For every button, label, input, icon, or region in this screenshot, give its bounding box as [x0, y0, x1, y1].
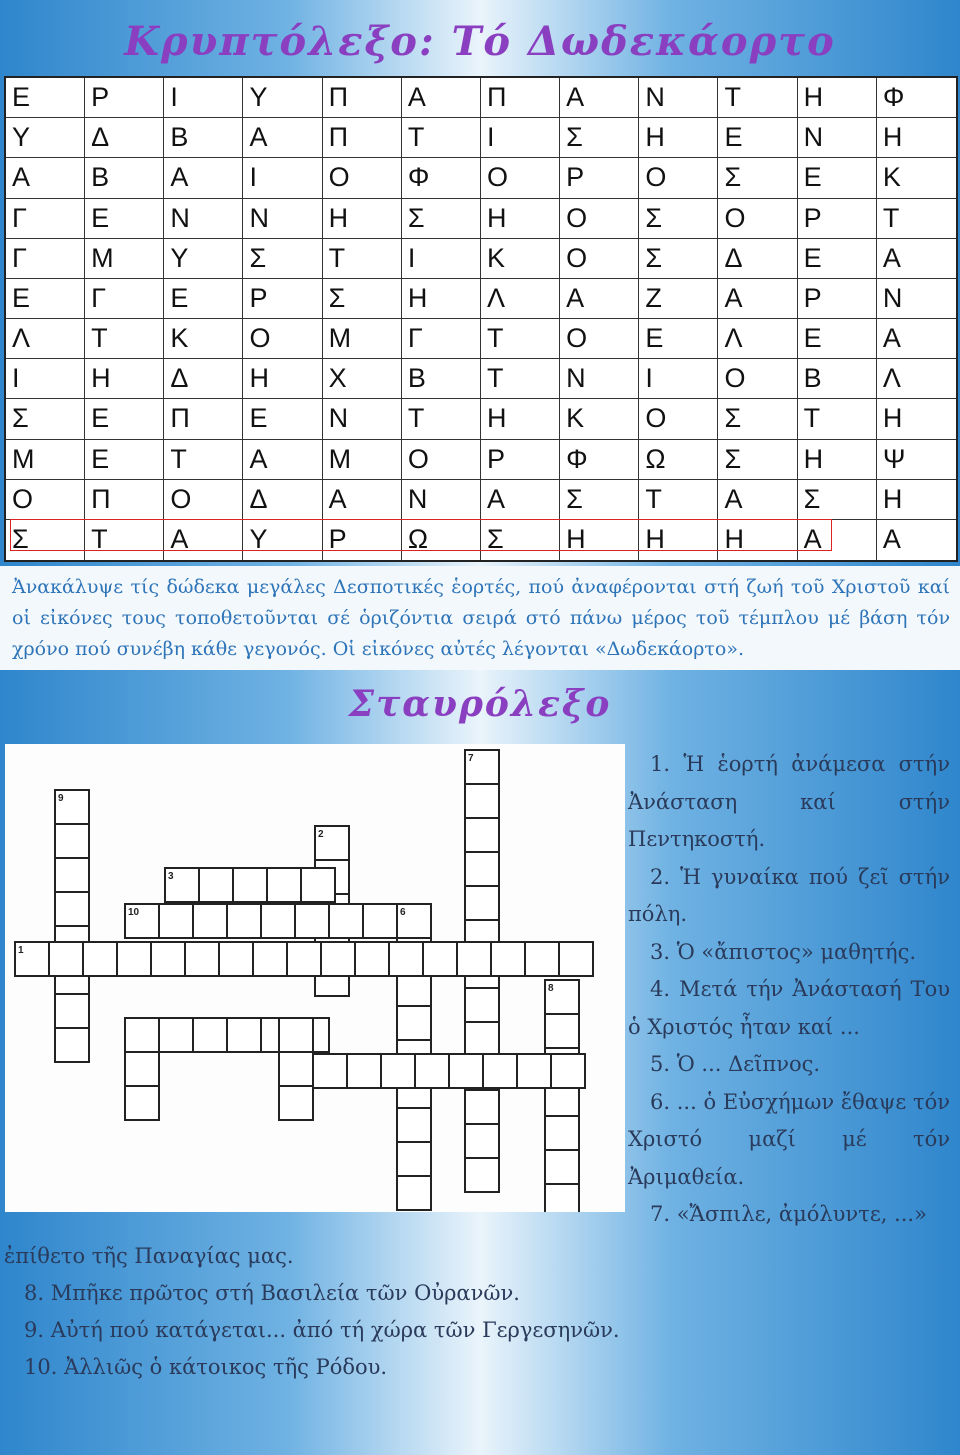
grid-cell: Σ — [481, 520, 560, 560]
crossword-cell — [193, 904, 227, 938]
grid-cell: Β — [402, 359, 481, 399]
grid-cell: Ψ — [877, 440, 956, 480]
grid-cell: Υ — [164, 239, 243, 279]
grid-cell: Τ — [402, 399, 481, 439]
grid-cell: Σ — [639, 239, 718, 279]
crossword-cell — [491, 942, 525, 976]
grid-cell: Α — [481, 480, 560, 520]
grid-cell: Σ — [718, 158, 797, 198]
grid-cell: Α — [164, 520, 243, 560]
crossword-cell — [415, 1054, 449, 1088]
grid-cell: Τ — [481, 319, 560, 359]
grid-cell: Ι — [164, 78, 243, 118]
crossword-cell — [159, 1018, 193, 1052]
clue-number: 3 — [168, 871, 174, 882]
grid-cell: Ε — [6, 279, 85, 319]
crossword-cell — [355, 942, 389, 976]
clues-list-bottom — [4, 1238, 704, 1386]
crossword-cell — [397, 1176, 431, 1210]
grid-cell: Σ — [323, 279, 402, 319]
crossword-cell — [483, 1054, 517, 1088]
crossword-cell — [279, 1086, 313, 1120]
crossword-cell — [347, 1054, 381, 1088]
grid-cell: Ο — [560, 239, 639, 279]
crossword-cell — [559, 942, 593, 976]
crossword-cell — [125, 1052, 159, 1086]
grid-cell: Α — [243, 440, 322, 480]
crossword-cell — [199, 868, 233, 902]
grid-cell: Ρ — [798, 279, 877, 319]
crossword-cell — [465, 852, 499, 886]
grid-cell: Σ — [718, 440, 797, 480]
grid-cell: Δ — [718, 239, 797, 279]
grid-cell: Ι — [481, 118, 560, 158]
grid-cell: Ε — [243, 399, 322, 439]
clue-number: 10 — [128, 907, 140, 918]
grid-cell: Ο — [560, 199, 639, 239]
clue-8: 8. Μπῆκε πρῶτος στή Βασιλεία τῶν Οὐρανῶν. — [24, 1281, 520, 1305]
grid-cell: Μ — [323, 440, 402, 480]
crossword-cell — [397, 972, 431, 1006]
grid-cell: Λ — [481, 279, 560, 319]
grid-cell: Ο — [639, 158, 718, 198]
grid-cell: Ε — [6, 78, 85, 118]
grid-cell: Δ — [164, 359, 243, 399]
grid-cell: Δ — [85, 118, 164, 158]
grid-cell: Γ — [402, 319, 481, 359]
grid-cell: Π — [481, 78, 560, 118]
grid-cell: Β — [85, 158, 164, 198]
crossword-cell — [517, 1054, 551, 1088]
grid-cell: Λ — [6, 319, 85, 359]
crossword-cell — [551, 1054, 585, 1088]
grid-cell: Κ — [877, 158, 956, 198]
instructions-text: Ἀνακάλυψε τίς δώδεκα μεγάλες Δεσποτικές ἑορτές, πού ἀναφέρονται στή ζωή τοῦ Χριστοῦ καί οἱ εἰκόνες τους τοποθετοῦνται σέ ὁριζόντια σειρά στό πάνω μέρος τοῦ τέμπλου μέ βάση τόν χρόνο πού συνέβη κάθε γεγονός. Οἱ εἰκόνες αὐτές λέγονται «Δωδεκάορτο». — [12, 576, 950, 660]
grid-cell: Α — [560, 78, 639, 118]
grid-cell: Ε — [85, 399, 164, 439]
wordsearch-grid — [4, 76, 958, 562]
grid-cell: Ρ — [243, 279, 322, 319]
crossword-cell — [313, 1054, 347, 1088]
grid-cell: Η — [481, 199, 560, 239]
crossword-cell — [329, 904, 363, 938]
crossword-cell — [55, 858, 89, 892]
grid-cell: Φ — [560, 440, 639, 480]
grid-cell: Ε — [798, 239, 877, 279]
grid-cell: Δ — [243, 480, 322, 520]
grid-cell: Η — [877, 118, 956, 158]
crossword-cell — [219, 942, 253, 976]
grid-cell: Μ — [85, 239, 164, 279]
crossword-cell — [253, 942, 287, 976]
crossword-cell — [397, 1006, 431, 1040]
grid-cell: Ε — [85, 199, 164, 239]
grid-cell: Ν — [798, 118, 877, 158]
crossword-cell — [397, 1142, 431, 1176]
crossword-cell — [465, 1124, 499, 1158]
crossword-grid — [5, 744, 625, 1212]
grid-cell: Α — [402, 78, 481, 118]
grid-cell: Σ — [402, 199, 481, 239]
crossword-cell — [545, 1184, 579, 1212]
clue-4: 4. Μετά τήν Ἀνάστασή Του ὁ Χριστός ἦταν καί ... — [628, 977, 950, 1039]
grid-cell: Σ — [6, 520, 85, 560]
grid-cell: Μ — [6, 440, 85, 480]
grid-cell: Τ — [798, 399, 877, 439]
grid-cell: Ο — [481, 158, 560, 198]
crossword-cell — [117, 942, 151, 976]
grid-cell: Υ — [6, 118, 85, 158]
grid-cell: Ν — [877, 279, 956, 319]
crossword-cell — [525, 942, 559, 976]
crossword-cell — [545, 1014, 579, 1048]
grid-cell: Ι — [639, 359, 718, 399]
grid-cell: Σ — [6, 399, 85, 439]
grid-cell: Ε — [85, 440, 164, 480]
crossword-cell — [465, 988, 499, 1022]
crossword-cell — [159, 904, 193, 938]
grid-cell: Ν — [243, 199, 322, 239]
grid-cell: Τ — [85, 319, 164, 359]
grid-cell: Κ — [481, 239, 560, 279]
clue-9: 9. Αὐτή πού κατάγεται... ἀπό τή χώρα τῶν Γεργεσηνῶν. — [24, 1318, 620, 1342]
grid-cell: Η — [85, 359, 164, 399]
grid-cell: Ο — [323, 158, 402, 198]
grid-cell: Ο — [6, 480, 85, 520]
clue-number: 2 — [318, 829, 324, 840]
grid-cell: Α — [718, 279, 797, 319]
crossword-cell — [261, 904, 295, 938]
wordsearch-title: Κρυπτόλεξο: Τό Δωδεκάορτο — [124, 18, 836, 65]
grid-cell: Η — [323, 199, 402, 239]
grid-cell: Ρ — [85, 78, 164, 118]
grid-cell: Σ — [560, 118, 639, 158]
grid-cell: Μ — [323, 319, 402, 359]
grid-cell: Κ — [560, 399, 639, 439]
crossword-cell — [83, 942, 117, 976]
grid-cell: Ν — [323, 399, 402, 439]
clues-list-right — [628, 746, 950, 1234]
crossword-cell — [397, 1108, 431, 1142]
grid-cell: Η — [718, 520, 797, 560]
grid-cell: Ο — [560, 319, 639, 359]
crossword-cell — [295, 904, 329, 938]
crossword-cell — [185, 942, 219, 976]
grid-cell: Φ — [402, 158, 481, 198]
grid-cell: Ο — [164, 480, 243, 520]
grid-cell: Τ — [402, 118, 481, 158]
grid-cell: Η — [402, 279, 481, 319]
crossword-cell — [55, 824, 89, 858]
grid-cell: Α — [164, 158, 243, 198]
crossword-cell — [125, 1018, 159, 1052]
grid-cell: Α — [323, 480, 402, 520]
grid-cell: Ε — [718, 118, 797, 158]
crossword-cell — [465, 818, 499, 852]
grid-cell: Π — [85, 480, 164, 520]
grid-cell: Ν — [639, 78, 718, 118]
clue-10: 10. Ἀλλιῶς ὁ κάτοικος τῆς Ρόδου. — [24, 1355, 388, 1379]
grid-cell: Π — [323, 118, 402, 158]
grid-cell: Α — [798, 520, 877, 560]
clue-2: 2. Ἡ γυναίκα πού ζεῖ στήν πόλη. — [628, 864, 950, 926]
crossword-title: Σταυρόλεξο — [348, 683, 612, 725]
clue-5: 5. Ὁ ... Δεῖπνος. — [650, 1052, 821, 1076]
grid-cell: Ν — [164, 199, 243, 239]
grid-cell: Γ — [85, 279, 164, 319]
grid-cell: Γ — [6, 239, 85, 279]
grid-cell: Ι — [243, 158, 322, 198]
crossword-cell — [279, 1052, 313, 1086]
grid-cell: Ρ — [323, 520, 402, 560]
crossword-cell — [193, 1018, 227, 1052]
crossword-cell — [545, 1116, 579, 1150]
grid-cell: Υ — [243, 520, 322, 560]
grid-cell: Ρ — [481, 440, 560, 480]
grid-cell: Χ — [323, 359, 402, 399]
crossword-cell — [279, 1018, 313, 1052]
grid-cell: Ο — [243, 319, 322, 359]
crossword-cell — [227, 904, 261, 938]
grid-cell: Ε — [164, 279, 243, 319]
grid-cell: Ν — [560, 359, 639, 399]
crossword-cell — [449, 1054, 483, 1088]
grid-cell: Β — [164, 118, 243, 158]
grid-cell: Β — [798, 359, 877, 399]
crossword-cell — [151, 942, 185, 976]
grid-cell: Η — [560, 520, 639, 560]
grid-cell: Π — [164, 399, 243, 439]
grid-cell: Υ — [243, 78, 322, 118]
grid-cell: Α — [718, 480, 797, 520]
grid-cell: Τ — [639, 480, 718, 520]
crossword-cell — [267, 868, 301, 902]
clue-number: 8 — [548, 983, 554, 994]
grid-cell: Ζ — [639, 279, 718, 319]
clue-7-continuation: ἐπίθετο τῆς Παναγίας μας. — [4, 1244, 294, 1268]
grid-cell: Ω — [639, 440, 718, 480]
clue-number: 1 — [18, 945, 24, 956]
grid-cell: Ε — [639, 319, 718, 359]
crossword-cell — [55, 1028, 89, 1062]
grid-cell: Ρ — [798, 199, 877, 239]
grid-cell: Η — [639, 118, 718, 158]
crossword-cell — [465, 1022, 499, 1056]
crossword-cell — [227, 1018, 261, 1052]
grid-cell: Σ — [639, 199, 718, 239]
crossword-cell — [423, 942, 457, 976]
grid-cell: Η — [243, 359, 322, 399]
grid-cell: Ο — [639, 399, 718, 439]
grid-cell: Γ — [6, 199, 85, 239]
grid-cell: Τ — [877, 199, 956, 239]
crossword-cell — [389, 942, 423, 976]
grid-cell: Α — [882, 524, 901, 555]
grid-cell: Φ — [877, 78, 956, 118]
grid-cell: Ρ — [560, 158, 639, 198]
crossword-cell — [465, 886, 499, 920]
grid-cell: Ο — [718, 199, 797, 239]
crossword-cell — [381, 1054, 415, 1088]
grid-cell: Η — [481, 399, 560, 439]
crossword-cell — [321, 942, 355, 976]
crossword-cell — [465, 1158, 499, 1192]
crossword-cell — [301, 868, 335, 902]
grid-cell: Η — [798, 440, 877, 480]
grid-cell: Σ — [560, 480, 639, 520]
grid-cell: Λ — [877, 359, 956, 399]
grid-cell: Τ — [164, 440, 243, 480]
crossword-cell — [465, 1090, 499, 1124]
grid-cell: Κ — [164, 319, 243, 359]
grid-cell: Τ — [323, 239, 402, 279]
grid-cell: Α — [243, 118, 322, 158]
grid-cell: Η — [877, 399, 956, 439]
grid-cell: Σ — [798, 480, 877, 520]
grid-cell: Ε — [798, 158, 877, 198]
grid-cell: Τ — [481, 359, 560, 399]
instructions-panel — [0, 566, 960, 670]
crossword-cell — [55, 994, 89, 1028]
grid-cell: Ν — [402, 480, 481, 520]
grid-cell: Σ — [718, 399, 797, 439]
grid-cell: Ο — [718, 359, 797, 399]
crossword-cell — [49, 942, 83, 976]
grid-cell: Η — [877, 480, 956, 520]
crossword-cell — [545, 1150, 579, 1184]
grid-cell: Ι — [402, 239, 481, 279]
grid-cell: Ο — [402, 440, 481, 480]
grid-cell: Τ — [718, 78, 797, 118]
crossword-cell — [125, 1086, 159, 1120]
clue-1: 1. Ἡ ἑορτή ἀνάμεσα στήν Ἀνάσταση καί στήν Πεντηκοστή. — [628, 752, 950, 851]
grid-cell: Α — [877, 239, 956, 279]
grid-cell: Α — [877, 319, 956, 359]
clue-7: 7. «Ἄσπιλε, ἀμόλυντε, ...» — [650, 1202, 927, 1226]
crossword-cell — [287, 942, 321, 976]
grid-cell: Τ — [85, 520, 164, 560]
crossword-cell — [457, 942, 491, 976]
clue-3: 3. Ὁ «ἄπιστος» μαθητής. — [650, 939, 917, 964]
crossword-cell — [465, 784, 499, 818]
grid-cell: Ε — [798, 319, 877, 359]
grid-cell: Λ — [718, 319, 797, 359]
crossword-cell — [363, 904, 397, 938]
grid-cell: Η — [639, 520, 718, 560]
grid-cell: Η — [798, 78, 877, 118]
clue-number: 6 — [400, 907, 406, 918]
grid-cell: Σ — [243, 239, 322, 279]
grid-cell: Π — [323, 78, 402, 118]
clue-6: 6. ... ὁ Εὐσχήμων ἔθαψε τόν Χριστό μαζί μέ τόν Ἀριμαθεία. — [628, 1089, 950, 1189]
crossword-cell — [233, 868, 267, 902]
clue-number: 7 — [468, 753, 474, 764]
grid-cell: Α — [560, 279, 639, 319]
crossword-cell — [55, 892, 89, 926]
grid-cell: Ω — [402, 520, 481, 560]
grid-cell: Α — [6, 158, 85, 198]
grid-cell: Ι — [6, 359, 85, 399]
clue-number: 9 — [58, 793, 64, 804]
